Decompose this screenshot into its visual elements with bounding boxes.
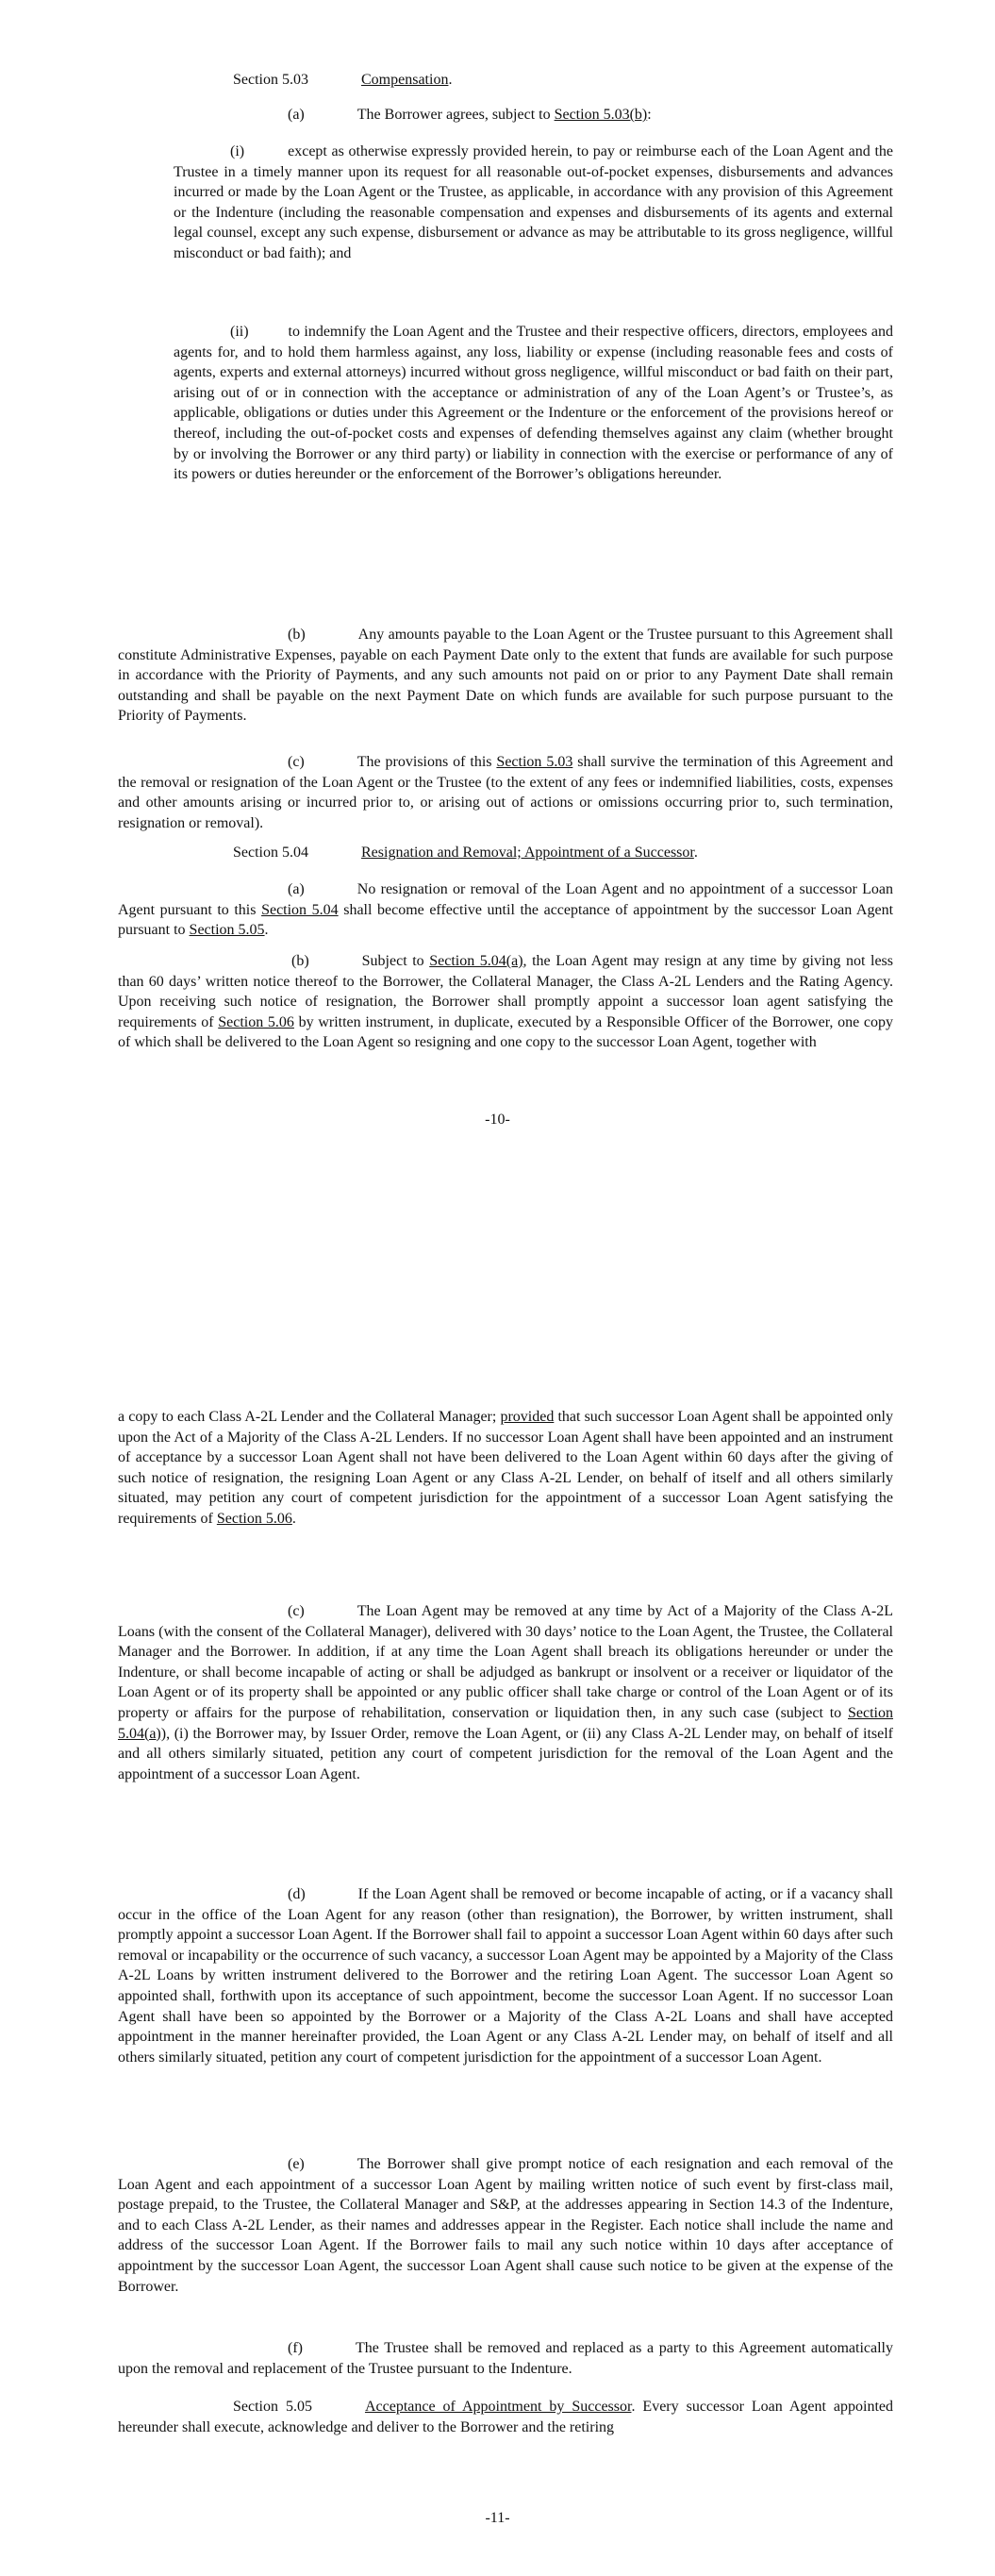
section-title: Resignation and Removal; Appointment of a Successor [361, 845, 694, 861]
paragraph-5-03-b: (b) Any amounts payable to the Loan Agent or the Trustee pursuant to this Agreement shall constitute Administrative Expenses, payable on each Payment Date only to the extent that funds are available for such purpose in accordance with the Priority of Payments, and any such amounts not paid on or prior to any Payment Date shall remain outstanding and shall be payable on the next Payment Date on which funds are available for such purpose pursuant to the Priority of Payments. [118, 627, 893, 725]
paragraph-5-03-c: (c) The provisions of this Section 5.03 shall survive the termination of this Agreement and the removal or resignation of the Loan Agent or the Trustee (to the extent of any fees or indemnified liabilities, costs, expenses and other amounts arising or incurred prior to, or arising out of actions or omissions occurring prior to, such termination, resignation or removal). [118, 754, 893, 831]
section-number: Section 5.04 [233, 845, 308, 861]
cross-reference: Section 5.05 [189, 922, 265, 939]
section-number: Section 5.03 [233, 72, 308, 88]
paragraph-5-04-b-continued: a copy to each Class A-2L Lender and the Collateral Manager; provided that such successor Loan Agent shall be appointed only upon the Act of a Majority of the Class A-2L Lenders. If no successor Loan Agent shall have been appointed and an instrument of acceptance by a successor Loan Agent shall not have been delivered to the Loan Agent within 60 days after the giving of such notice of resignation, the resigning Loan Agent or any Class A-2L Lender, on behalf of itself and all others similarly situated, may petition any court of competent jurisdiction for the appointment of a successor Loan Agent satisfying the requirements of Section 5.06. [118, 1409, 893, 1527]
page-number: -10- [485, 1112, 510, 1128]
cross-reference: Section 5.04(a) [118, 1704, 893, 1742]
section-5-04-heading: Section 5.04 Resignation and Removal; Appointment of a Successor. [233, 845, 698, 861]
paragraph-5-03-a-i: (i) except as otherwise expressly provided herein, to pay or reimburse each of the Loan Agent and the Trustee in a timely manner upon its request for all reasonable out-of-pocket expenses, disbursements and advances incurred or made by the Loan Agent or the Trustee, as applicable, in accordance with any provision of this Agreement or the Indenture (including the reasonable compensation and expenses and disbursements of its agents and external legal counsel, except any such expense, disbursement or advance as may be attributable to its gross negligence, willful misconduct or bad faith); and [174, 143, 893, 261]
cross-reference: Section 5.06 [216, 1510, 292, 1527]
cross-reference: Section 5.04(a) [429, 953, 523, 969]
cross-reference: Section 5.04 [261, 901, 339, 918]
paragraph-5-04-a: (a) No resignation or removal of the Loan Agent and no appointment of a successor Loan Agent pursuant to this Section 5.04 shall become effective until the acceptance of appointment by the successor Loan Agent pursuant to Section 5.05. [118, 881, 894, 939]
cross-reference: Section 5.03 [496, 754, 573, 770]
section-title: Acceptance of Appointment by Successor [364, 2399, 632, 2415]
paragraph-5-04-f: (f) The Trustee shall be removed and replaced as a party to this Agreement automatically upon the removal and replacement of the Trustee pursuant to the Indenture. [118, 2340, 893, 2377]
paragraph-5-03-a: (a) The Borrower agrees, subject to Section 5.03(b): [288, 107, 652, 123]
section-title: Compensation [361, 72, 449, 88]
cross-reference: Section 5.03(b) [554, 107, 648, 123]
cross-reference: Section 5.06 [218, 1013, 294, 1030]
page-11 [0, 1288, 995, 2576]
section-5-03-heading: Section 5.03 Compensation. [233, 72, 453, 88]
paragraph-5-04-c: (c) The Loan Agent may be removed at any time by Act of a Majority of the Class A-2L Loans (with the consent of the Collateral Manager), delivered with 30 days’ notice to the Loan Agent, the Trustee, the Collateral Manager and the Borrower. In addition, if at any time the Loan Agent shall breach its obligations hereunder or under the Indenture, or shall become incapable of acting or shall be adjudged as bankrupt or insolvent or a receiver or liquidator of the Loan Agent or of its property shall be appointed or any public officer shall take charge or control of the Loan Agent or of its property or affairs for the purpose of rehabilitation, conservation or liquidation then, in any such case (subject to Section 5.04(a)), (i) the Borrower may, by Issuer Order, remove the Loan Agent, or (ii) any Class A-2L Lender may, on behalf of itself and all others similarly situated, petition any court of competent jurisdiction for the removal of the Loan Agent and the appointment of a successor Loan Agent. [118, 1603, 893, 1782]
paragraph-5-04-e: (e) The Borrower shall give prompt notice of each resignation and each removal of the Loan Agent and each appointment of a successor Loan Agent by mailing written notice of such event by first-class mail, postage prepaid, to the Trustee, the Collateral Manager and S&P, at the addresses appearing in Section 14.3 of the Indenture, and to each Class A-2L Lender, as their names and addresses appear in the Register. Each notice shall include the name and address of the successor Loan Agent. If the Borrower fails to mail any such notice within 10 days after acceptance of appointment by the successor Loan Agent, the successor Loan Agent shall cause such notice to be given at the expense of the Borrower. [118, 2156, 893, 2295]
section-5-05: Section 5.05 Acceptance of Appointment by Successor. Every successor Loan Agent appointed hereunder shall execute, acknowledge and deliver to the Borrower and the retiring [118, 2399, 894, 2435]
paragraph-5-04-b: (b) Subject to Section 5.04(a), the Loan Agent may resign at any time by giving not less than 60 days’ written notice thereof to the Borrower, the Collateral Manager, the Class A-2L Lenders and the Rating Agency. Upon receiving such notice of resignation, the Borrower shall promptly appoint a successor loan agent satisfying the requirements of Section 5.06 by written instrument, in duplicate, executed by a Responsible Officer of the Borrower, one copy of which shall be delivered to the Loan Agent so resigning and one copy to the successor Loan Agent, together with [118, 953, 893, 1051]
section-number: Section 5.05 [233, 2399, 312, 2415]
paragraph-5-04-d: (d) If the Loan Agent shall be removed or become incapable of acting, or if a vacancy shall occur in the office of the Loan Agent for any reason (other than resignation), the Borrower, by written instrument, shall promptly appoint a successor Loan Agent. If the Borrower shall fail to appoint a successor Loan Agent within 60 days after such removal or incapability or the occurrence of such vacancy, a successor Loan Agent may be appointed by a Majority of the Class A-2L Loans by written instrument delivered to the Borrower and the retiring Loan Agent. The successor Loan Agent so appointed shall, forthwith upon its acceptance of such appointment, become the successor Loan Agent. If no successor Loan Agent shall have been so appointed by the Borrower or a Majority of the Class A-2L Loans and shall have accepted appointment in the manner hereinafter provided, the Loan Agent or any Class A-2L Lender may, on behalf of itself and all others similarly situated, petition any court of competent jurisdiction for the appointment of a successor Loan Agent. [118, 1886, 894, 2066]
cross-reference: provided [500, 1409, 555, 1425]
page-number: -11- [485, 2510, 510, 2526]
paragraph-5-03-a-ii: (ii) to indemnify the Loan Agent and the Trustee and their respective officers, directors, employees and agents for, and to hold them harmless against, any loss, liability or expense (including reasonable fees and costs of agents, experts and external attorneys) incurred without gross negligence, willful misconduct or bad faith on their part, arising out of or in connection with the acceptance or administration of any of the Loan Agent’s or Trustee’s, as applicable, obligations or duties under this Agreement or the Indenture or the enforcement of the provisions hereof or thereof, including the out-of-pocket costs and expenses of defending themselves against any claim (whether brought by or involving the Borrower or any third party) or liability in connection with the exercise or performance of any of its powers or duties hereunder or the enforcement of the Borrower’s obligations hereunder. [174, 324, 893, 483]
